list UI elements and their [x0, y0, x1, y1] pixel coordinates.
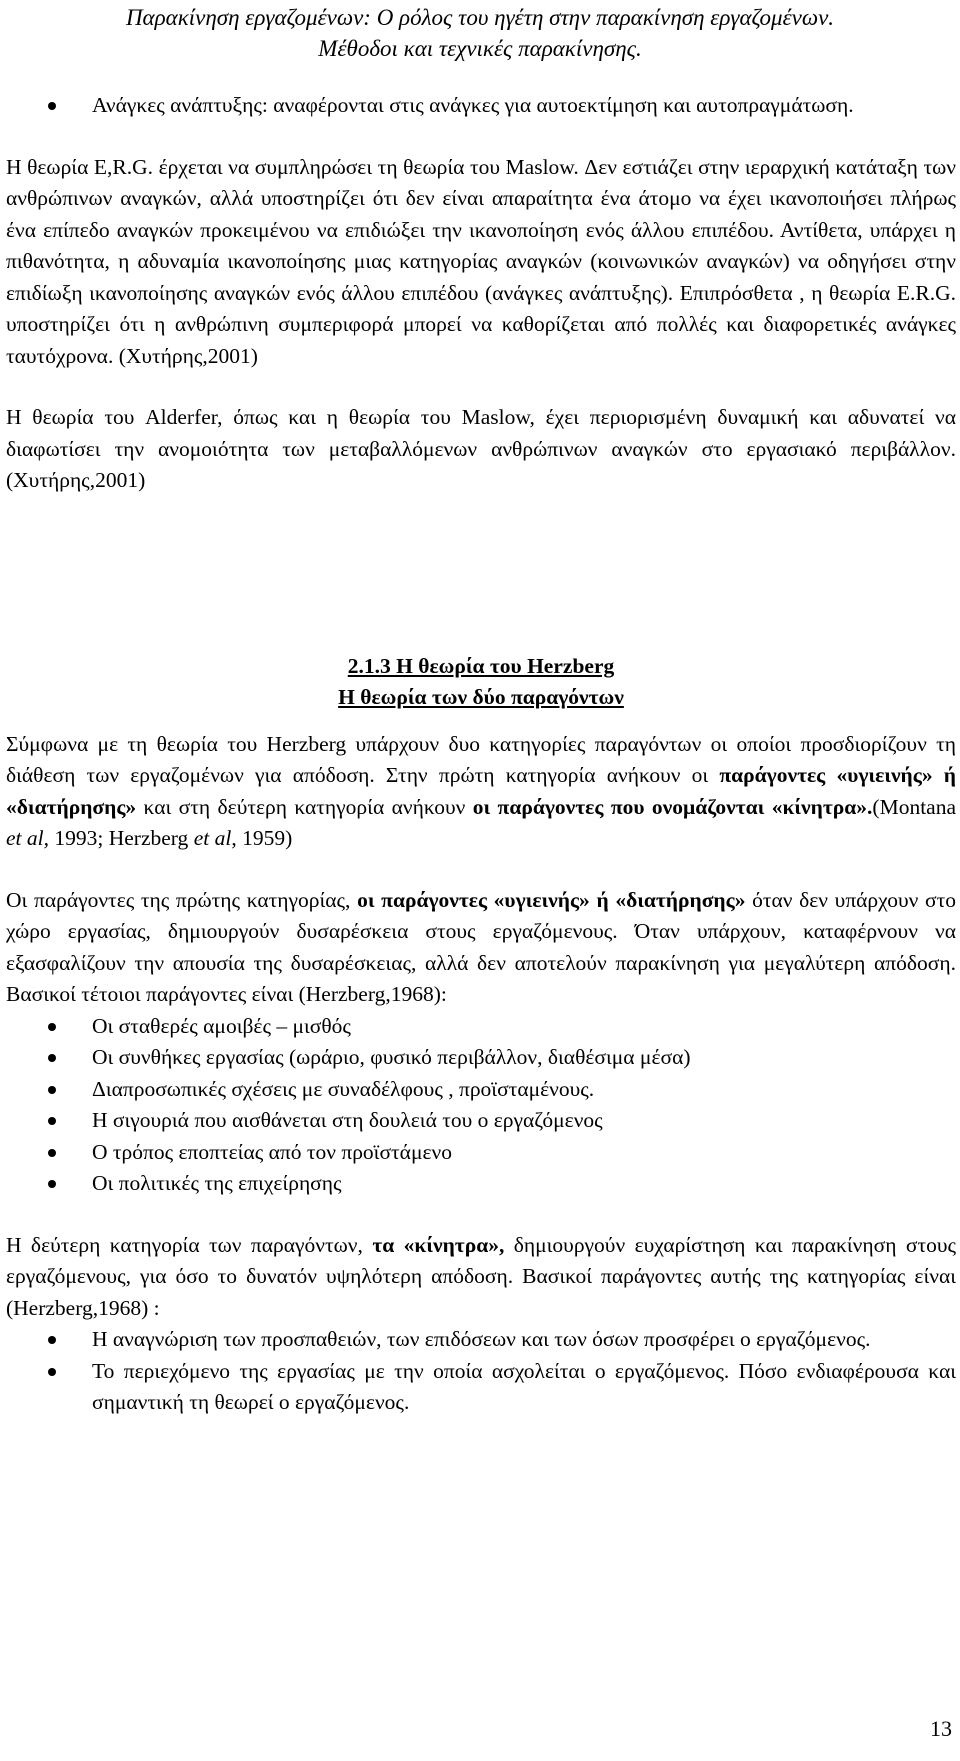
text-run: και στη δεύτερη κατηγορία ανήκουν	[136, 794, 473, 819]
running-header	[0, 0, 960, 64]
text-run: , 1959)	[231, 826, 293, 850]
header-line-2: Μέθοδοι και τεχνικές παρακίνησης.	[318, 36, 642, 61]
list-item: Οι πολιτικές της επιχείρησης	[6, 1168, 956, 1200]
citation-et-al: et al	[193, 826, 232, 850]
section-heading-block	[6, 651, 956, 713]
motivators-term: τα «κίνητρα»,	[372, 1232, 505, 1257]
motivators-list	[6, 1324, 956, 1419]
text-run: Η δεύτερη κατηγορία των παραγόντων,	[6, 1232, 373, 1257]
header-line-1: Παρακίνηση εργαζομένων: Ο ρόλος του ηγέτη στην παρακίνηση εργαζομένων.	[125, 5, 835, 30]
growth-needs-list	[6, 90, 956, 122]
section-title: 2.1.3 Η θεωρία του Herzberg	[347, 653, 615, 678]
list-item: Ανάγκες ανάπτυξης: αναφέρονται στις ανάγκες για αυτοεκτίμηση και αυτοπραγμάτωση.	[6, 90, 956, 122]
list-item: Οι συνθήκες εργασίας (ωράριο, φυσικό περιβάλλον, διαθέσιμα μέσα)	[6, 1042, 956, 1074]
citation-et-al: et al,	[6, 826, 49, 850]
page-content	[6, 90, 956, 1419]
list-item: Ο τρόπος εποπτείας από τον προϊστάμενο	[6, 1137, 956, 1169]
section-subtitle: Η θεωρία των δύο παραγόντων	[338, 684, 624, 709]
text-run: 1993; Herzberg	[49, 826, 194, 850]
list-item: Η σιγουριά που αισθάνεται στη δουλειά του ο εργαζόμενος	[6, 1105, 956, 1137]
text-run: Οι παράγοντες της πρώτης κατηγορίας,	[6, 887, 358, 912]
herzberg-intro-paragraph	[6, 729, 956, 855]
motivators-term: οι παράγοντες που ονομάζονται «κίνητρα».	[472, 794, 873, 819]
second-category-paragraph	[6, 1230, 956, 1325]
list-item: Διαπροσωπικές σχέσεις με συναδέλφους , προϊσταμένους.	[6, 1074, 956, 1106]
text-run: Σύμφωνα με τη θεωρία του Herzberg υπάρχουν δυο κατηγορίες παραγόντων οι οποίοι προσδιορίζουν τη διάθεση των εργαζομένων για απόδοση. Στην πρώτη κατηγορία ανήκουν οι	[6, 731, 956, 787]
first-category-paragraph	[6, 885, 956, 1011]
list-item: Οι σταθερές αμοιβές – μισθός	[6, 1011, 956, 1043]
alderfer-paragraph: Η θεωρία του Alderfer, όπως και η θεωρία του Maslow, έχει περιορισμένη δυναμική και αδυνατεί να διαφωτίσει την ανομοιότητα των μεταβαλλόμενων ανθρώπινων αναγκών στο εργασιακό περιβάλλον. (Χυτήρης,2001)	[6, 405, 956, 492]
erg-theory-paragraph: Η θεωρία E,R.G. έρχεται να συμπληρώσει τη θεωρία του Maslow. Δεν εστιάζει στην ιεραρχική κατάταξη των ανθρώπινων αναγκών, αλλά υποστηρίζει ότι δεν είναι απαραίτητα ένα άτομο να έχει ικανοποιήσει πλήρως ένα επίπεδο αναγκών προκειμένου να επιδιώξει την ικανοποίηση ενός άλλου επιπέδου. Αντίθετα, υπάρχει η πιθανότητα, η αδυναμία ικανοποίησης μιας κατηγορίας αναγκών (κοινωνικών αναγκών) να οδηγήσει στην επιδίωξη ικανοποίησης αναγκών ενός άλλου επιπέδου (ανάγκες ανάπτυξης). Επιπρόσθετα , η θεωρία E.R.G. υποστηρίζει ότι η ανθρώπινη συμπεριφορά μπορεί να καθορίζεται από πολλές και διαφορετικές ανάγκες ταυτόχρονα. (Χυτήρης,2001)	[6, 154, 956, 368]
list-item: Το περιεχόμενο της εργασίας με την οποία ασχολείται ο εργαζόμενος. Πόσο ενδιαφέρουσα και σημαντική τη θεωρεί ο εργαζόμενος.	[6, 1356, 956, 1419]
page-number: 13	[930, 1716, 952, 1741]
hygiene-factors-term: οι παράγοντες «υγιεινής» ή «διατήρησης»	[357, 887, 746, 912]
list-item: Η αναγνώριση των προσπαθειών, των επιδόσεων και των όσων προσφέρει ο εργαζόμενος.	[6, 1324, 956, 1356]
text-run: όταν δεν υπάρχουν στο χώρο εργασίας, δημιουργούν δυσαρέσκεια στους εργαζόμενους. Όταν υπάρχουν, καταφέρνουν να εξασφαλίζουν την απουσία της δυσαρέσκειας, αλλά δεν αποτελούν παρακίνηση για μεγαλύτερη απόδοση. Βασικοί τέτοιοι παράγοντες είναι (Herzberg,1968):	[6, 887, 956, 1006]
text-run: (Montana	[872, 794, 957, 819]
hygiene-factors-term: παράγοντες «υγιεινής» ή «διατήρησης»	[6, 763, 956, 819]
hygiene-factors-list	[6, 1011, 956, 1200]
text-run: δημιουργούν ευχαρίστηση και παρακίνηση στους εργαζόμενους, για όσο το δυνατόν υψηλότερη απόδοση. Βασικοί παράγοντες αυτής της κατηγορίας είναι (Herzberg,1968) :	[6, 1232, 956, 1320]
